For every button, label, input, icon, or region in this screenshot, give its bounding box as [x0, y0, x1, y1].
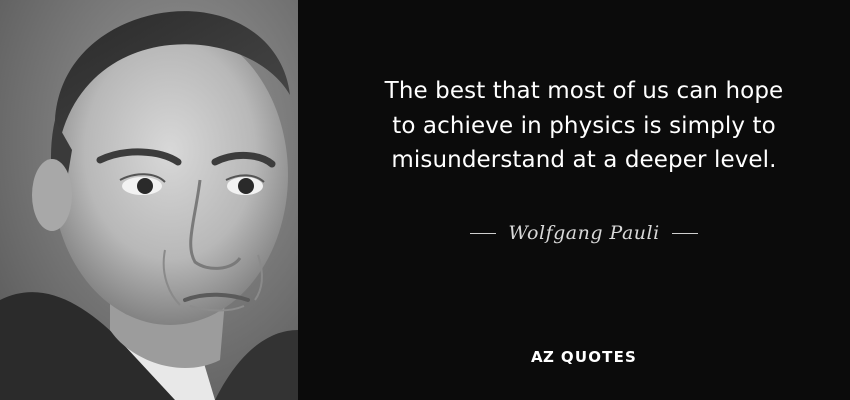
author-attribution [318, 222, 850, 244]
quote-text [318, 74, 850, 178]
author-portrait-image [0, 0, 298, 400]
quote-line: to achieve in physics is simply to [392, 112, 776, 139]
brand-name: QUOTES [560, 348, 638, 366]
quote-line: misunderstand at a deeper level. [391, 147, 777, 173]
portrait-photo [0, 0, 298, 400]
left-dash-divider [470, 233, 496, 234]
quote-line: The best that most of us can hope [384, 78, 784, 104]
right-dash-divider [672, 233, 698, 234]
author-name[interactable]: Wolfgang Pauli [508, 222, 660, 244]
azquotes-logo [318, 348, 850, 366]
brand-prefix: AZ [530, 348, 555, 366]
